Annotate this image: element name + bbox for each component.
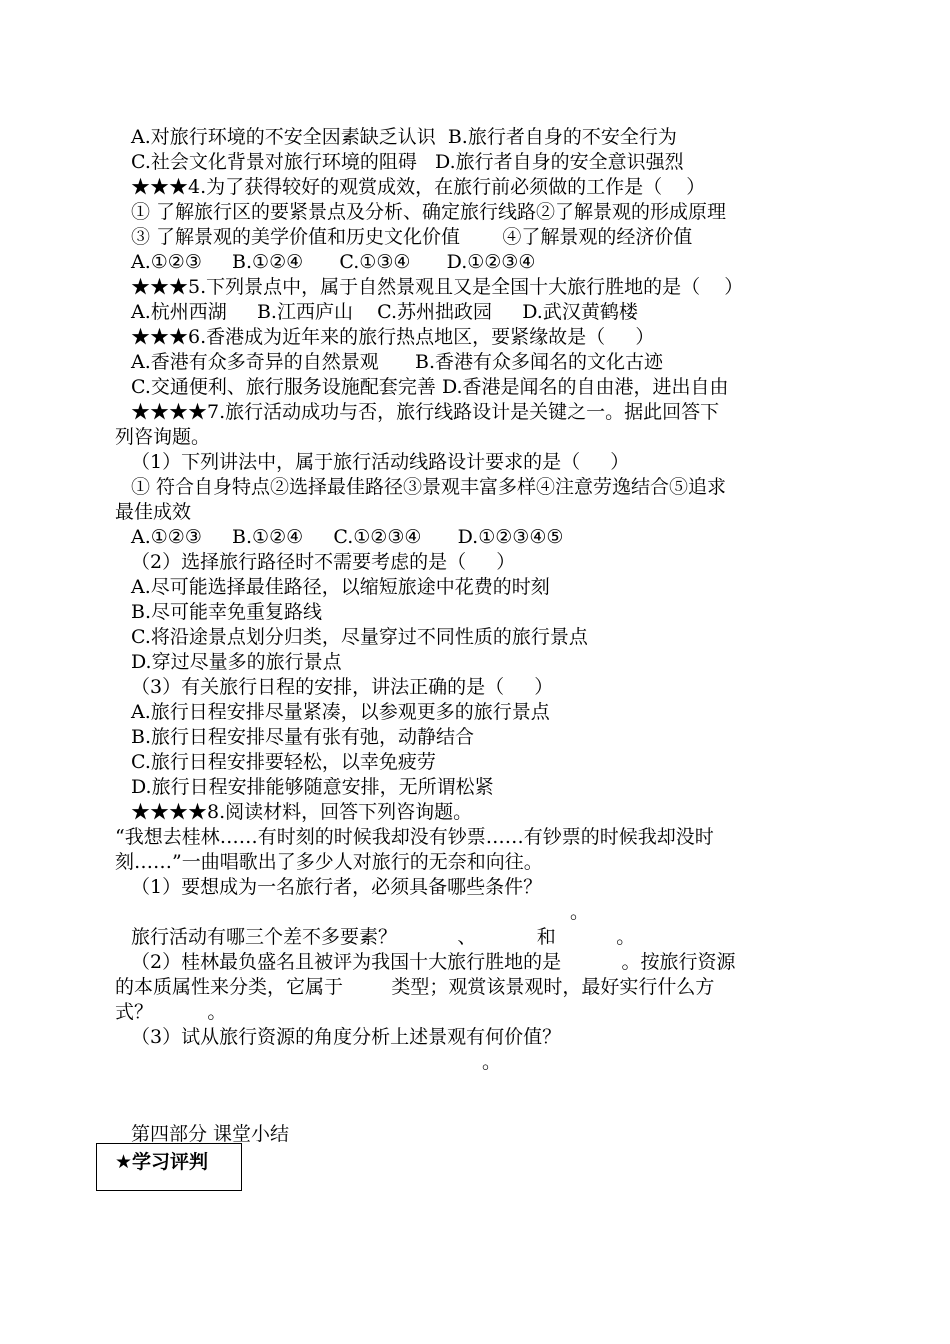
option-line: A.①②③ B.①②④ C.①③④ D.①②③④ [131, 251, 536, 273]
option-line: D.穿过尽量多的旅行景点 [131, 651, 342, 673]
sub-question: （3）试从旅行资源的角度分析上述景观有何价值？ [131, 1026, 562, 1048]
option-line: C.旅行日程安排要轻松，以幸免疲劳 [131, 751, 436, 773]
statement-line-cont: 最佳成效 [115, 501, 192, 523]
question-6: ★★★6.香港成为近年来的旅行热点地区，要紧缘故是（ ） [131, 326, 655, 348]
option-line: A.杭州西湖 B.江西庐山 C.苏州拙政园 D.武汉黄鹤楼 [131, 301, 638, 323]
option-line: C.社会文化背景对旅行环境的阻碍 D.旅行者自身的安全意识强烈 [131, 151, 684, 173]
option-line: A.香港有众多奇异的自然景观 B.香港有众多闻名的文化古迹 [131, 351, 664, 373]
fill-blank-line: 的本质属性来分类，它属于 类型；观赏该景观时，最好实行什么方 [115, 976, 715, 998]
sub-question: （1）下列讲法中，属于旅行活动线路设计要求的是（ ） [131, 451, 630, 473]
statement-line: ③ 了解景观的美学价值和历史文化价值 ④了解景观的经济价值 [131, 226, 693, 248]
question-7: ★★★★7.旅行活动成功与否，旅行线路设计是关键之一。据此回答下 [131, 401, 720, 423]
option-line: A.尽可能选择最佳路径，以缩短旅途中花费的时刻 [131, 576, 550, 598]
option-line: C.交通便利、旅行服务设施配套完善 D.香港是闻名的自由港，进出自由 [131, 376, 729, 398]
statement-line: ① 符合自身特点②选择最佳路径③景观丰富多样④注意劳逸结合⑤追求 [131, 476, 727, 498]
material-text: “我想去桂林……有时刻的时候我却没有钞票……有钞票的时候我却没时 [115, 826, 714, 848]
option-line: B.旅行日程安排尽量有张有弛，动静结合 [131, 726, 475, 748]
material-text: 刻……”一曲唱歌出了多少人对旅行的无奈和向往。 [115, 851, 543, 873]
question-8: ★★★★8.阅读材料，回答下列咨询题。 [131, 801, 473, 823]
option-line: A.①②③ B.①②④ C.①②③④ D.①②③④⑤ [131, 526, 564, 548]
question-7-cont: 列咨询题。 [115, 426, 211, 448]
evaluation-box [96, 1143, 242, 1191]
evaluation-label: ★学习评判 [115, 1151, 209, 1173]
answer-blank: 。 [482, 1051, 502, 1073]
answer-blank: 。 [570, 901, 590, 923]
option-line: C.将沿途景点划分归类，尽量穿过不同性质的旅行景点 [131, 626, 588, 648]
section-title: 第四部分 课堂小结 [131, 1123, 290, 1145]
option-line: D.旅行日程安排能够随意安排，无所谓松紧 [131, 776, 494, 798]
question-4: ★★★4.为了获得较好的观赏成效，在旅行前必须做的工作是（ ） [131, 176, 706, 198]
statement-line: ① 了解旅行区的要紧景点及分析、确定旅行线路②了解景观的形成原理 [131, 201, 727, 223]
fill-blank-line: 旅行活动有哪三个差不多要素？ 、 和 。 [131, 926, 636, 948]
fill-blank-line: 式？ 。 [115, 1001, 227, 1023]
sub-question: （1）要想成为一名旅行者，必须具备哪些条件？ [131, 876, 543, 898]
sub-question: （2）选择旅行路径时不需要考虑的是（ ） [131, 551, 516, 573]
option-line: B.尽可能幸免重复路线 [131, 601, 323, 623]
sub-question: （3）有关旅行日程的安排，讲法正确的是（ ） [131, 676, 554, 698]
sub-question: （2）桂林最负盛名且被评为我国十大旅行胜地的是 。按旅行资源 [131, 951, 736, 973]
question-5: ★★★5.下列景点中，属于自然景观且又是全国十大旅行胜地的是（ ） [131, 276, 744, 298]
option-line: A.对旅行环境的不安全因素缺乏认识 B.旅行者自身的不安全行为 [131, 126, 677, 148]
option-line: A.旅行日程安排尽量紧凑，以参观更多的旅行景点 [131, 701, 550, 723]
